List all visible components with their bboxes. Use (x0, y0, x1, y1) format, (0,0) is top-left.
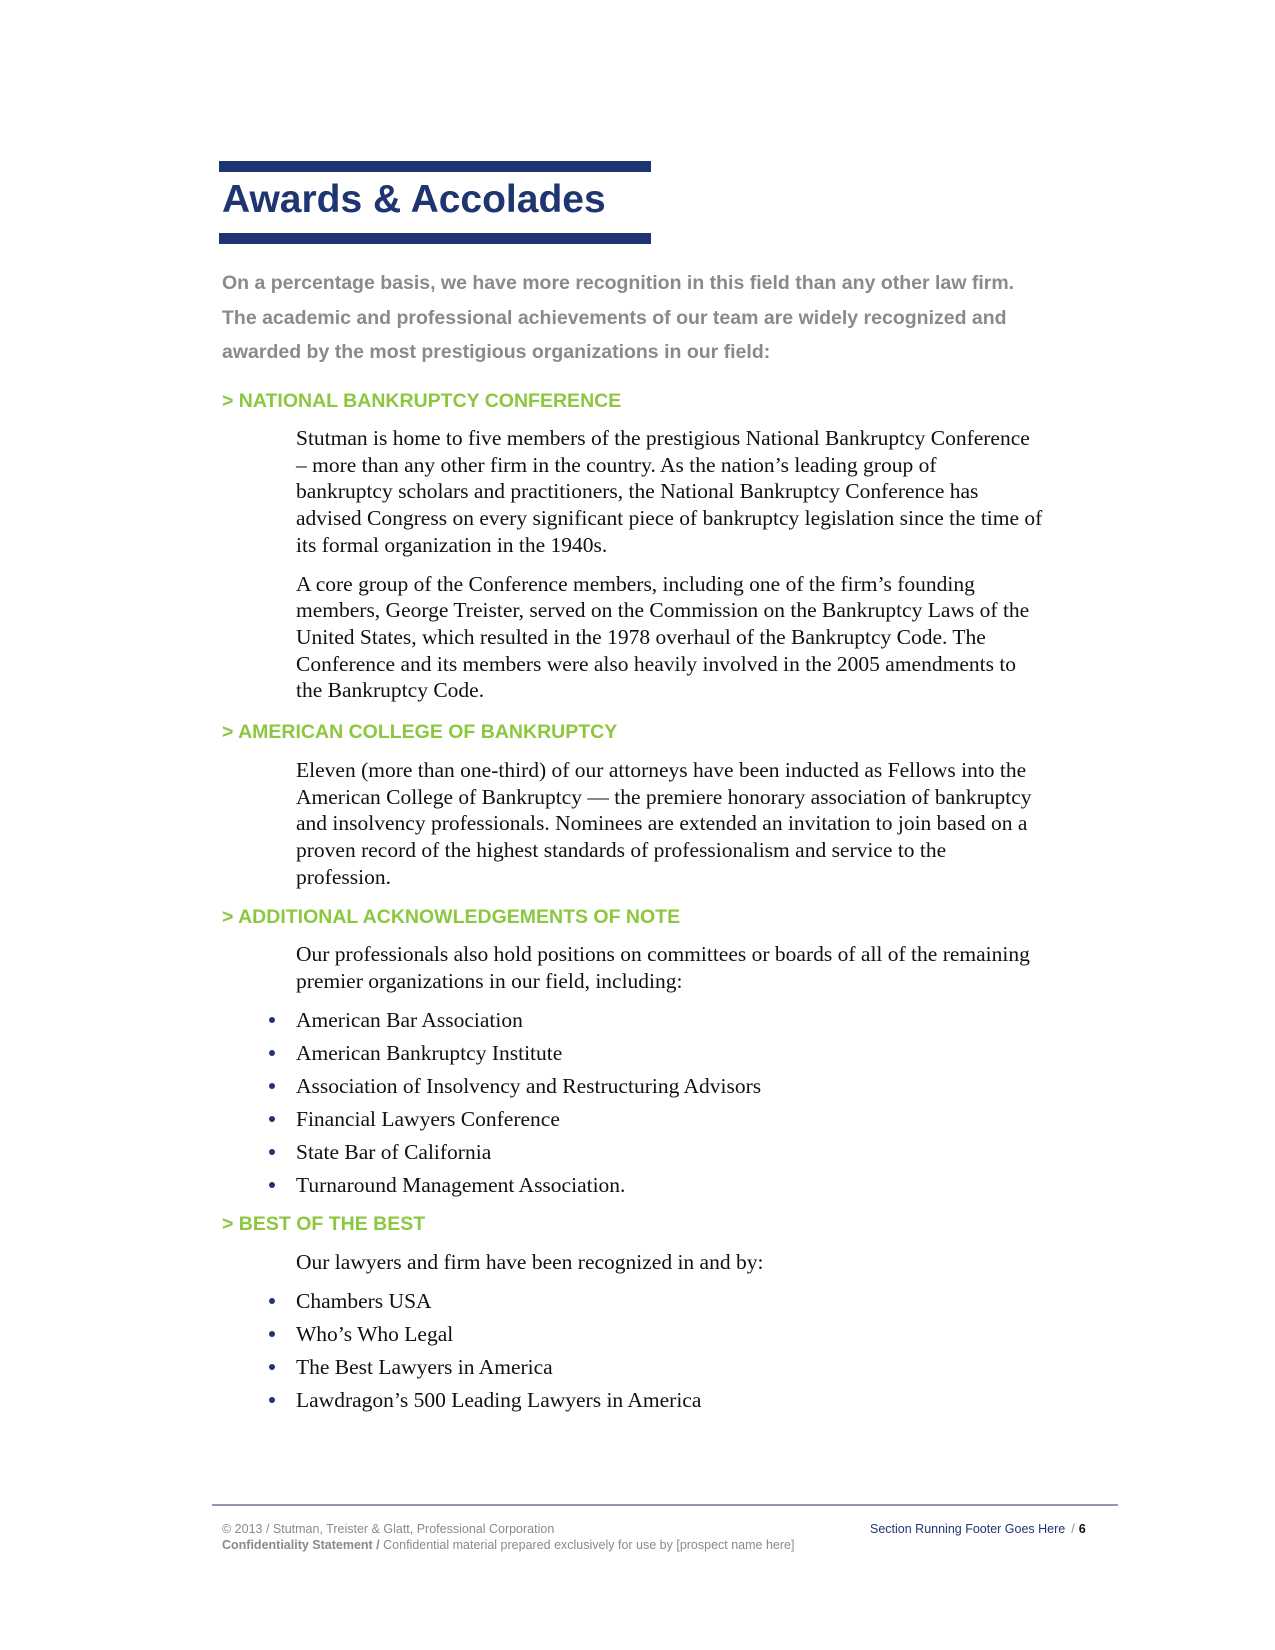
intro-line: On a percentage basis, we have more recognition in this field than any other law firm. (222, 272, 1015, 294)
confidentiality-label: Confidentiality Statement / (222, 1538, 380, 1552)
paragraph (296, 1249, 1126, 1276)
bullet-icon (269, 1050, 275, 1056)
text-line: Stutman is home to five members of the prestigious National Bankruptcy Conference (296, 426, 1030, 450)
bullet-icon (269, 1083, 275, 1089)
text-line: Our lawyers and firm have been recognized in and by: (296, 1250, 764, 1274)
list-item (264, 1106, 761, 1139)
section-body-national-bankruptcy-conference (296, 425, 1126, 704)
text-line: advised Congress on every significant piece of bankruptcy legislation since the time of (296, 506, 1043, 531)
section-heading-american-college-of-bankruptcy: > AMERICAN COLLEGE OF BANKRUPTCY (222, 721, 618, 743)
list-item (264, 1040, 761, 1073)
list-item (264, 1007, 761, 1040)
list-item-text: Association of Insolvency and Restructuring Advisors (296, 1074, 762, 1098)
list-item-text: State Bar of California (296, 1140, 492, 1164)
text-line: bankruptcy scholars and practitioners, the National Bankruptcy Conference has (296, 479, 979, 504)
text-line: – more than any other firm in the country. As the nation’s leading group of (296, 452, 937, 477)
list-item-text: The Best Lawyers in America (296, 1355, 553, 1379)
recognitions-list (264, 1288, 701, 1420)
list-item (264, 1387, 701, 1420)
bullet-icon (269, 1298, 275, 1304)
page-title: Awards & Accolades (222, 178, 606, 221)
bullet-icon (269, 1017, 275, 1023)
footer-right (870, 1521, 1086, 1537)
section-heading-best-of-the-best: > BEST OF THE BEST (222, 1213, 426, 1235)
section-heading-additional-acknowledgements: > ADDITIONAL ACKNOWLEDGEMENTS OF NOTE (222, 906, 681, 928)
title-bottom-rule (219, 233, 651, 244)
text-line: United States, which resulted in the 1978 overhaul of the Bankruptcy Code. The (296, 624, 986, 649)
list-item-text: Who’s Who Legal (296, 1322, 454, 1346)
intro-paragraph (222, 266, 1122, 370)
bullet-icon (269, 1149, 275, 1155)
bullet-icon (269, 1182, 275, 1188)
text-line: and insolvency professionals. Nominees are extended an invitation to join based on a (296, 811, 1028, 836)
list-item-text: Chambers USA (296, 1289, 432, 1313)
list-item-text: Turnaround Management Association. (296, 1173, 626, 1197)
intro-line: awarded by the most prestigious organizations in our field: (222, 341, 771, 363)
text-line: members, George Treister, served on the Commission on the Bankruptcy Laws of the (296, 598, 1030, 623)
paragraph (296, 571, 1126, 705)
bullet-icon (269, 1331, 275, 1337)
section-heading-national-bankruptcy-conference: > NATIONAL BANKRUPTCY CONFERENCE (222, 390, 622, 412)
confidentiality-text: Confidential material prepared exclusively for use by [prospect name here] (383, 1538, 795, 1552)
list-item-text: American Bar Association (296, 1008, 523, 1032)
bullet-icon (269, 1397, 275, 1403)
text-line: Eleven (more than one-third) of our attorneys have been inducted as Fellows into the (296, 758, 1027, 782)
organizations-list (264, 1007, 761, 1205)
text-line: Conference and its members were also heavily involved in the 2005 amendments to (296, 651, 1017, 676)
paragraph (296, 757, 1126, 891)
list-item-text: Lawdragon’s 500 Leading Lawyers in America (296, 1388, 702, 1412)
footer-rule (212, 1504, 1118, 1506)
footer-confidentiality (222, 1537, 794, 1553)
title-top-rule (219, 161, 651, 172)
list-item (264, 1139, 761, 1172)
footer-copyright: © 2013 / Stutman, Treister & Glatt, Professional Corporation (222, 1522, 555, 1536)
page-number: 6 (1078, 1522, 1086, 1536)
list-item (264, 1288, 701, 1321)
list-item-text: Financial Lawyers Conference (296, 1107, 560, 1131)
text-line: Our professionals also hold positions on committees or boards of all of the remaining (296, 942, 1030, 966)
page-separator: / (1071, 1522, 1075, 1536)
section-body-american-college-of-bankruptcy (296, 757, 1126, 891)
list-item (264, 1321, 701, 1354)
list-item (264, 1354, 701, 1387)
list-item-text: American Bankruptcy Institute (296, 1041, 563, 1065)
section-body-additional-acknowledgements (296, 941, 1126, 994)
text-line: A core group of the Conference members, including one of the firm’s founding (296, 571, 975, 596)
text-line: the Bankruptcy Code. (296, 678, 485, 703)
text-line: profession. (296, 864, 391, 889)
text-line: premier organizations in our field, including: (296, 968, 683, 993)
bullet-icon (269, 1364, 275, 1370)
section-body-best-of-the-best (296, 1249, 1126, 1276)
text-line: proven record of the highest standards of professionalism and service to the (296, 838, 947, 863)
section-running-footer: Section Running Footer Goes Here (870, 1522, 1066, 1536)
text-line: American College of Bankruptcy — the premiere honorary association of bankruptcy (296, 784, 1032, 809)
list-item (264, 1172, 761, 1205)
list-item (264, 1073, 761, 1106)
intro-line: The academic and professional achievements of our team are widely recognized and (222, 306, 1007, 329)
bullet-icon (269, 1116, 275, 1122)
text-line: its formal organization in the 1940s. (296, 532, 608, 557)
footer-left (222, 1521, 794, 1553)
paragraph (296, 425, 1126, 559)
paragraph (296, 941, 1126, 994)
